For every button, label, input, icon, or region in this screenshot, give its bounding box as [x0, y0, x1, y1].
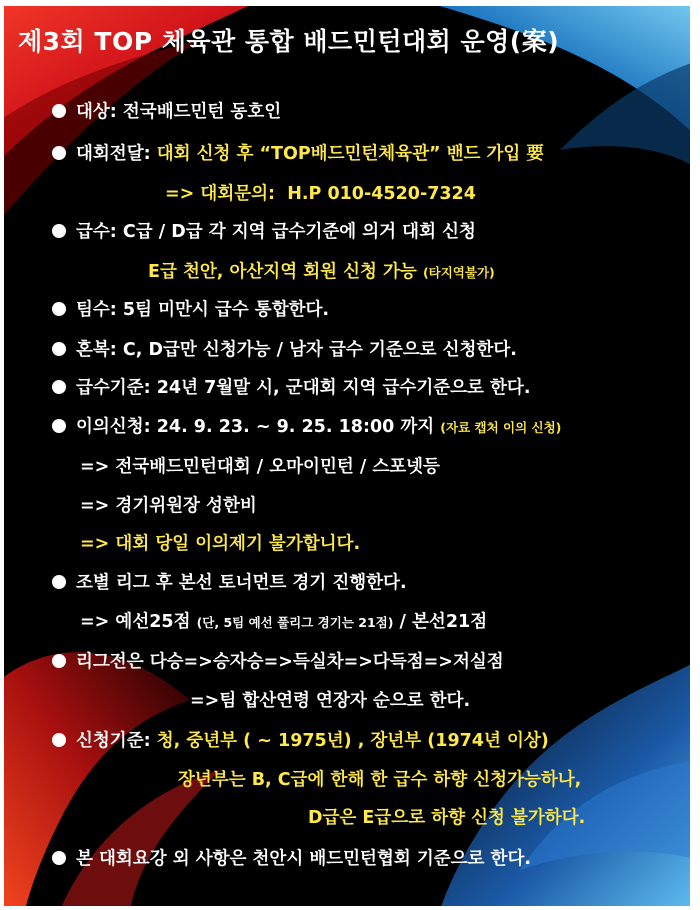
target-value: 전국배드민턴 동호인 — [122, 102, 282, 122]
notice-value: 대회 신청 후 “TOP배드민턴체육관” 밴드 가입 要 — [156, 144, 544, 164]
item-grade — [52, 218, 476, 243]
contact-prefix: => 대회문의: — [165, 184, 276, 204]
item-apply — [52, 727, 549, 752]
mixed-value: C, D급만 신청가능 / 남자 급수 기준으로 신청한다. — [122, 340, 517, 360]
bullet-icon — [52, 851, 66, 865]
item-mixed — [52, 336, 517, 361]
item-footer — [52, 845, 531, 870]
team-value: 5팀 미만시 급수 통합한다. — [122, 300, 330, 320]
item-grade-basis — [52, 374, 530, 399]
item-objection — [52, 413, 561, 438]
grade-sub — [148, 258, 495, 283]
item-team — [52, 296, 329, 321]
bullet-icon — [52, 302, 66, 316]
bullet-icon — [52, 224, 66, 238]
item-league — [52, 648, 504, 673]
bullet-icon — [52, 380, 66, 394]
objection-label: 이의신청: — [76, 417, 151, 437]
apply-value: 청, 중년부 ( ~ 1975년) , 장년부 (1974년 이상) — [156, 731, 549, 751]
apply-label: 신청기준: — [76, 731, 151, 751]
grade-value: C급 / D급 각 지역 급수기준에 의거 대회 신청 — [122, 222, 476, 242]
format-sub-note: (단, 5팀 예선 풀리그 경기는 21점) — [196, 615, 394, 630]
objection-value: 24. 9. 23. ~ 9. 25. 18:00 까지 — [156, 417, 435, 437]
team-label: 팀수: — [76, 300, 117, 320]
objection-sub3: => 대회 당일 이의제기 불가합니다. — [80, 534, 361, 554]
footer-value: 본 대회요강 외 사항은 천안시 배드민턴협회 기준으로 한다. — [76, 849, 532, 869]
item-notice — [52, 140, 544, 165]
league-sub: =>팀 합산연령 연장자 순으로 한다. — [190, 691, 471, 711]
apply-sub2: D급은 E급으로 하향 신청 불가하다. — [308, 808, 586, 828]
format-sub — [80, 608, 487, 633]
grade-basis-value: 24년 7월말 시, 군대회 지역 급수기준으로 한다. — [156, 378, 531, 398]
bullet-icon — [52, 575, 66, 589]
grade-sub-text: E급 천안, 아산지역 회원 신청 가능 — [148, 262, 417, 282]
mixed-label: 혼복: — [76, 340, 117, 360]
format-sub-suffix: / 본선21점 — [399, 612, 488, 632]
bullet-icon — [52, 342, 66, 356]
bullet-icon — [52, 654, 66, 668]
format-value: 조별 리그 후 본선 토너먼트 경기 진행한다. — [76, 573, 407, 593]
page-title: 제3회 TOP 체육관 통합 배드민턴대회 운영(案) — [18, 27, 560, 56]
item-target — [52, 98, 281, 123]
bullet-icon — [52, 733, 66, 747]
grade-basis-label: 급수기준: — [76, 378, 151, 398]
item-format — [52, 569, 407, 594]
grade-sub-note: (타지역불가) — [422, 265, 495, 280]
target-label: 대상: — [76, 102, 117, 122]
contact-phone: H.P 010-4520-7324 — [287, 184, 476, 204]
apply-sub1: 장년부는 B, C급에 한해 한 급수 하향 신청가능하나, — [178, 770, 582, 790]
grade-label: 급수: — [76, 222, 117, 242]
bullet-icon — [52, 104, 66, 118]
bullet-icon — [52, 419, 66, 433]
objection-note: (자료 캡처 이의 신청) — [440, 420, 562, 435]
objection-sub2: => 경기위원장 성한비 — [80, 496, 257, 516]
bullet-icon — [52, 146, 66, 160]
format-sub-prefix: => 예선25점 — [80, 612, 191, 632]
notice-label: 대회전달: — [76, 144, 151, 164]
league-value: 리그전은 다승=>승자승=>득실차=>다득점=>저실점 — [76, 652, 504, 672]
objection-sub1: => 전국배드민턴대회 / 오마이민턴 / 스포넷등 — [80, 457, 440, 477]
notice-contact — [165, 180, 476, 205]
